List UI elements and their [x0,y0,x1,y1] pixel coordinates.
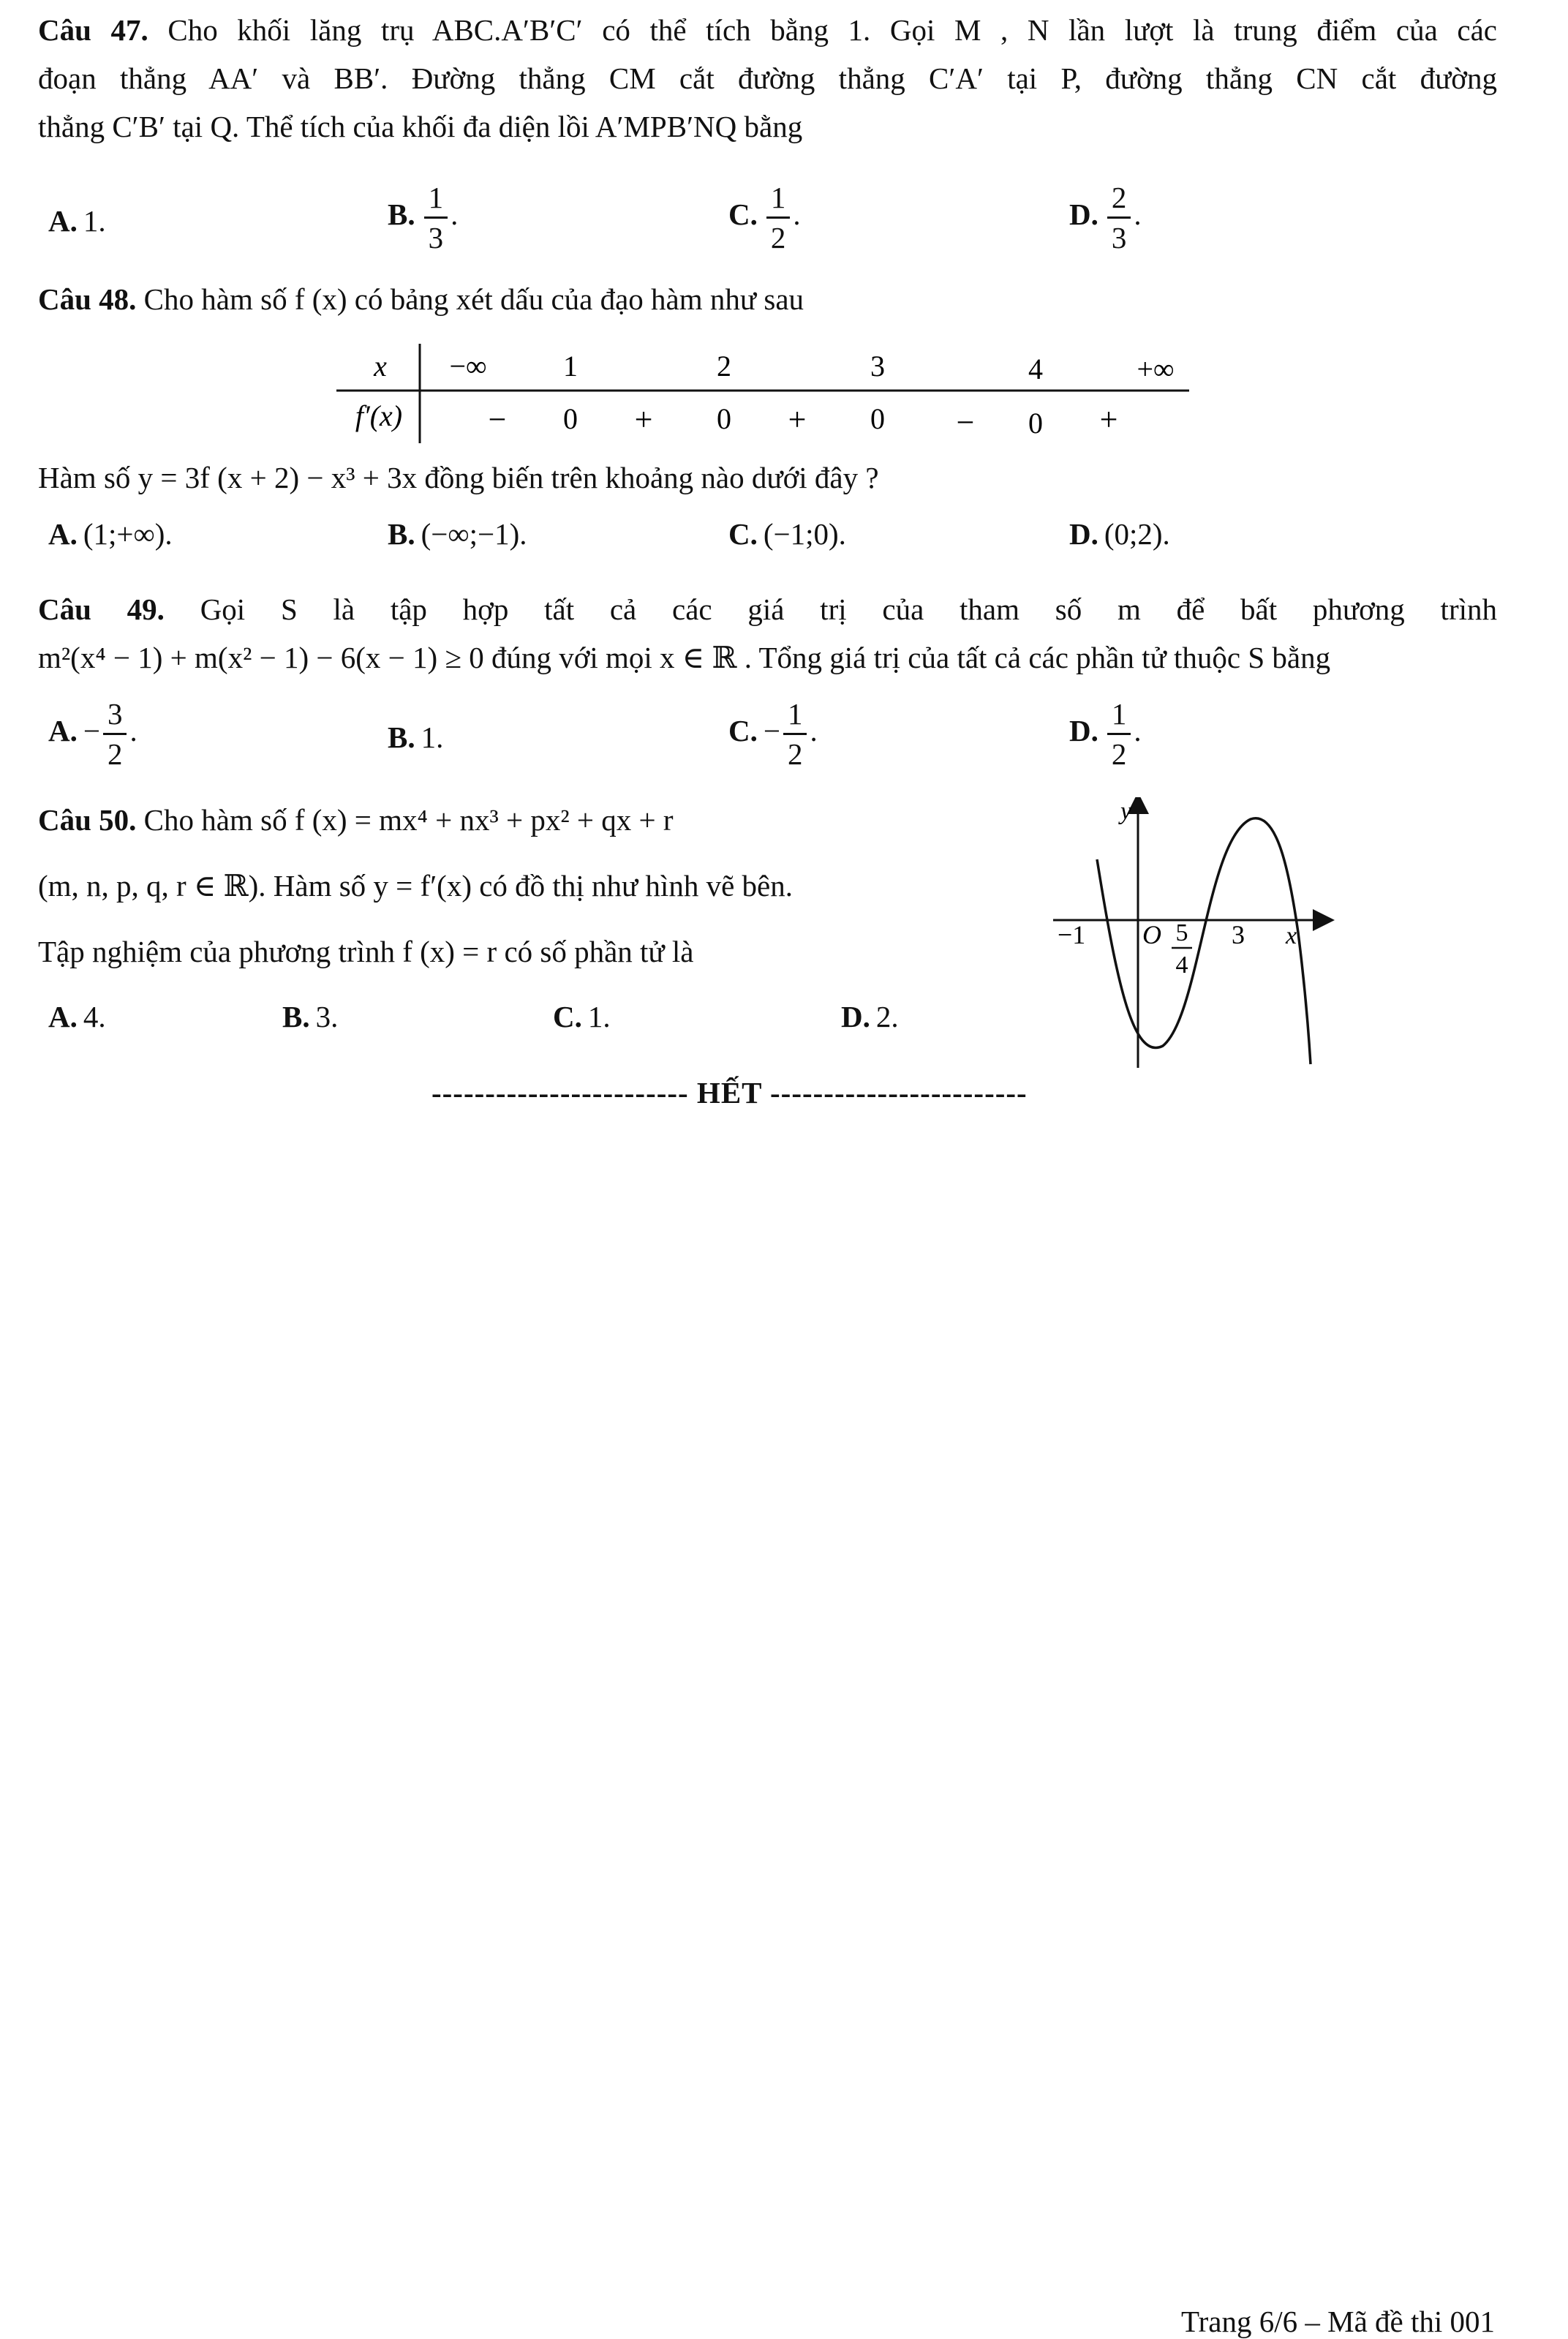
option-a[interactable]: A. 4. [48,1000,106,1033]
question-48-body [38,453,1497,502]
option-d[interactable]: D. $\frac{1}{2}$ . [1069,695,1142,773]
option-a[interactable]: A. 1. [48,204,106,238]
x-value: 2 [717,350,731,383]
option-d[interactable]: D. 2. [841,1000,899,1033]
question-label: Câu 49. [38,592,165,626]
fraction: $\frac{1}{2}$ [1107,695,1131,773]
sign: 0 [1028,407,1043,440]
question-text: m²(x⁴ − 1) + m(x² − 1) − 6(x − 1) ≥ 0 đúng với mọi x ∈ ℝ . Tổng giá trị của tất cả các phần tử thuộc S bằng [38,641,1331,674]
option-c[interactable]: C. $\frac{1}{2}$ . [728,178,801,257]
question-text: thẳng C′B′ tại Q. Thể tích của khối đa diện lồi A′MPB′NQ bằng [38,110,803,143]
row-label-fprime: f′(x) [355,399,403,432]
x-value: 4 [1028,353,1043,385]
question-50 [38,796,981,976]
question-text: Gọi S là tập hợp tất cả các giá trị của tham số m để bất phương trình [200,592,1497,626]
fraction: $\frac{1}{2}$ [783,695,807,773]
x-value: +∞ [1137,353,1175,385]
sign: + [788,402,807,437]
x-value: 1 [563,350,578,383]
question-label: Câu 48. [38,282,137,316]
option-b[interactable]: B. 1. [388,720,444,754]
option-d[interactable]: D. (0;2). [1069,517,1170,551]
question-label: Câu 47. [38,13,148,47]
question-text: Cho khối lăng trụ ABC.A′B′C′ có thể tích bằng 1. Gọi M , N lần lượt là trung điểm của các [167,13,1497,47]
option-b[interactable]: B. 3. [282,1000,339,1033]
derivative-graph [1053,797,1346,1075]
option-c[interactable]: C. (−1;0). [728,517,846,551]
option-a[interactable]: A. − $\frac{3}{2}$ . [48,695,137,773]
tick-label: −1 [1058,920,1086,949]
sign: − [488,402,507,437]
question-47 [38,6,1497,151]
sign-table [336,341,1199,451]
end-mark: ------------------------ HẾT ------------------------ [431,1076,1028,1110]
question-text: Cho hàm số f (x) có bảng xét dấu của đạo hàm như sau [143,282,804,316]
x-value: 3 [870,350,885,383]
sign: + [634,402,653,437]
sign: − [956,404,975,440]
question-text: Tập nghiệm của phương trình f (x) = r có số phần tử là [38,935,694,968]
option-c[interactable]: C. 1. [553,1000,611,1033]
option-b[interactable]: B. (−∞;−1). [388,517,527,551]
tick-label: 5 [1175,919,1188,946]
question-text: đoạn thẳng AA′ và BB′. Đường thẳng CM cắt đường thẳng C′A′ tại P, đường thẳng CN cắt đường [38,61,1497,95]
sign: 0 [717,402,731,435]
question-48 [38,275,1497,323]
question-label: Câu 50. [38,803,137,837]
question-text: Hàm số y = 3f (x + 2) − x³ + 3x đồng biến trên khoảng nào dưới đây ? [38,461,879,494]
option-a[interactable]: A. (1;+∞). [48,517,173,551]
sign: 0 [563,402,578,435]
page-footer: Trang 6/6 – Mã đề thi 001 [1181,2305,1495,2338]
x-value: −∞ [449,350,487,383]
option-b[interactable]: B. $\frac{1}{3}$ . [388,178,458,257]
tick-label: 4 [1175,952,1188,979]
x-axis-label: x [1286,922,1297,949]
derivative-curve [1097,818,1311,1064]
option-c[interactable]: C. − $\frac{1}{2}$ . [728,695,818,773]
y-axis-label: y [1120,798,1132,825]
origin-label: O [1142,920,1161,949]
fraction: $\frac{2}{3}$ [1107,178,1131,257]
tick-label: 3 [1232,920,1245,949]
option-d[interactable]: D. $\frac{2}{3}$ . [1069,178,1142,257]
fraction: $\frac{1}{3}$ [424,178,448,257]
row-label-x: x [374,350,387,383]
question-text: Cho hàm số f (x) = mx⁴ + nx³ + px² + qx + r [143,803,674,837]
fraction: $\frac{1}{2}$ [766,178,791,257]
fraction: $\frac{3}{2}$ [103,695,127,773]
sign: 0 [870,402,885,435]
question-49 [38,585,1497,682]
question-text: (m, n, p, q, r ∈ ℝ). Hàm số y = f′(x) có đồ thị như hình vẽ bên. [38,869,793,903]
sign: + [1099,402,1118,437]
